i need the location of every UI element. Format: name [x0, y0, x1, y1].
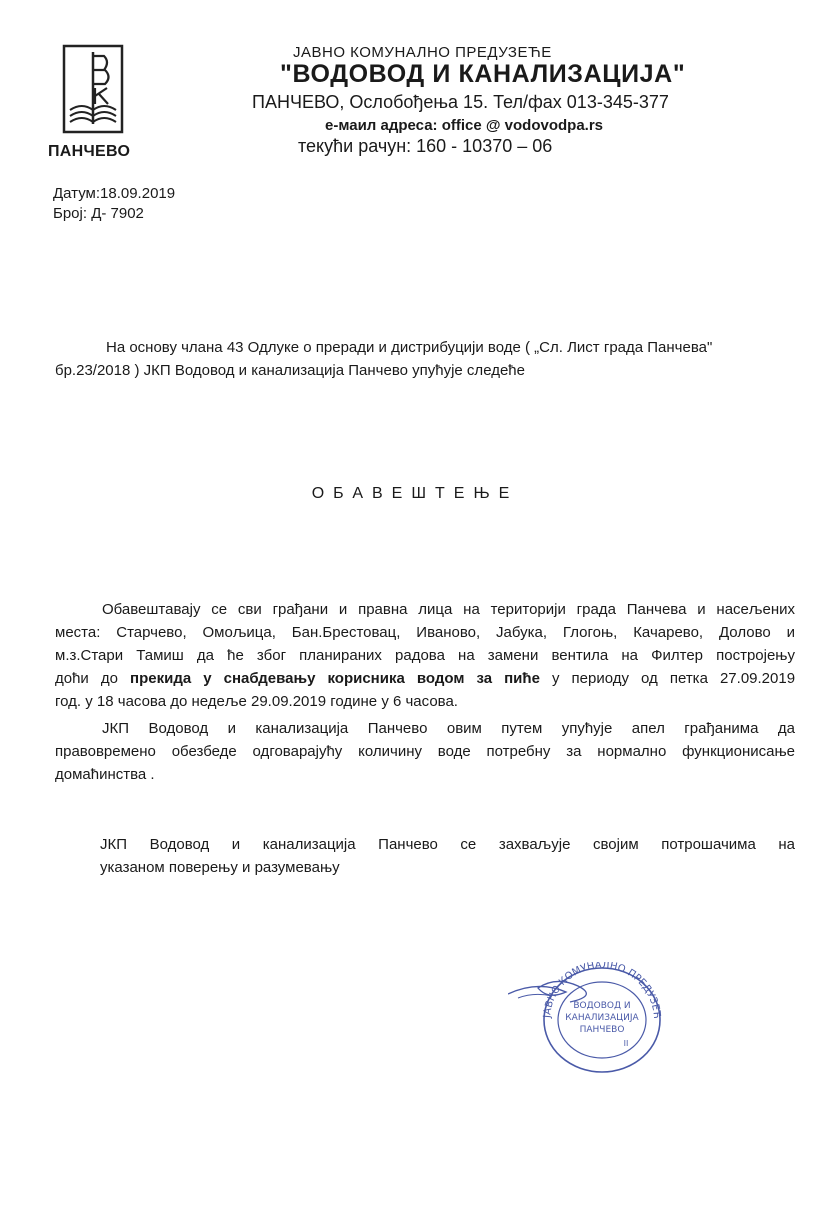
org-name: "ВОДОВОД И КАНАЛИЗАЦИЈА"	[280, 60, 686, 88]
intro-line: На основу члана 43 Одлуке о преради и дистрибуцији воде ( „Сл. Лист града Панчева"	[106, 339, 713, 356]
notice-line: м.з.Стари Тамиш да ће због планираних радова на замени вентила на Филтер постројењу	[55, 647, 795, 664]
appeal-line: правовремено обезбеде одговарајућу количину воде потребну за нормално функционисање	[55, 743, 795, 760]
notice-title: ОБАВЕШТЕЊЕ	[311, 485, 519, 502]
stamp-line: КАНАЛИЗАЦИЈА	[565, 1013, 639, 1023]
thanks-line: ЈКП Водовод и канализација Панчево се захваљује својим потрошачима на	[100, 836, 795, 853]
notice-paragraph	[55, 598, 795, 713]
document-number: Број: Д- 7902	[53, 205, 144, 222]
company-logo	[62, 44, 124, 134]
notice-line: Обавештавају се сви грађани и правна лица на територији града Панчева и насељених	[102, 601, 795, 618]
appeal-line: домаћинства .	[55, 766, 155, 783]
stamp-ring-text: ЈАВНО КОМУНАЛНО ПРЕДУЗЕЋ	[542, 962, 663, 1020]
document-date: Датум:18.09.2019	[53, 185, 176, 202]
stamp-line: ВОДОВОД И	[573, 1001, 631, 1011]
notice-line: год. у 18 часова до недеље 29.09.2019 године у 6 часова.	[55, 693, 458, 710]
org-account: текући рачун: 160 - 10370 – 06	[298, 136, 553, 156]
org-email: е-маил адреса: office @ vodovodpa.rs	[325, 117, 604, 134]
org-address: ПАНЧЕВО, Ослобођења 15. Тел/фах 013-345-377	[252, 92, 669, 112]
thanks-paragraph	[55, 833, 795, 879]
intro-paragraph	[55, 336, 795, 382]
logo-city-label: ПАНЧЕВО	[48, 143, 131, 160]
stamp-line: ПАНЧЕВО	[579, 1025, 625, 1035]
stamp-mark: II	[623, 1039, 629, 1048]
notice-emphasis: прекида у снабдевању корисника водом за пиће	[130, 670, 540, 687]
official-stamp	[508, 962, 668, 1082]
notice-line	[55, 667, 795, 690]
logo-emblem-icon	[62, 44, 124, 134]
appeal-line: ЈКП Водовод и канализација Панчево овим путем упућује апел грађанима да	[102, 720, 795, 737]
org-type: ЈАВНО КОМУНАЛНО ПРЕДУЗЕЋЕ	[293, 44, 552, 61]
stamp-seal-icon	[508, 962, 668, 1082]
intro-line: бр.23/2018 ) ЈКП Водовод и канализација Панчево упућује следеће	[55, 362, 525, 379]
thanks-line: указаном поверењу и разумевању	[100, 859, 340, 876]
notice-line-suffix: у периоду од петка 27.09.2019	[551, 670, 796, 687]
appeal-paragraph	[55, 717, 795, 786]
notice-line: места: Старчево, Омољица, Бан.Брестовац, Иваново, Јабука, Глогоњ, Качарево, Долово и	[55, 624, 795, 641]
notice-line-prefix: доћи до	[55, 670, 118, 687]
